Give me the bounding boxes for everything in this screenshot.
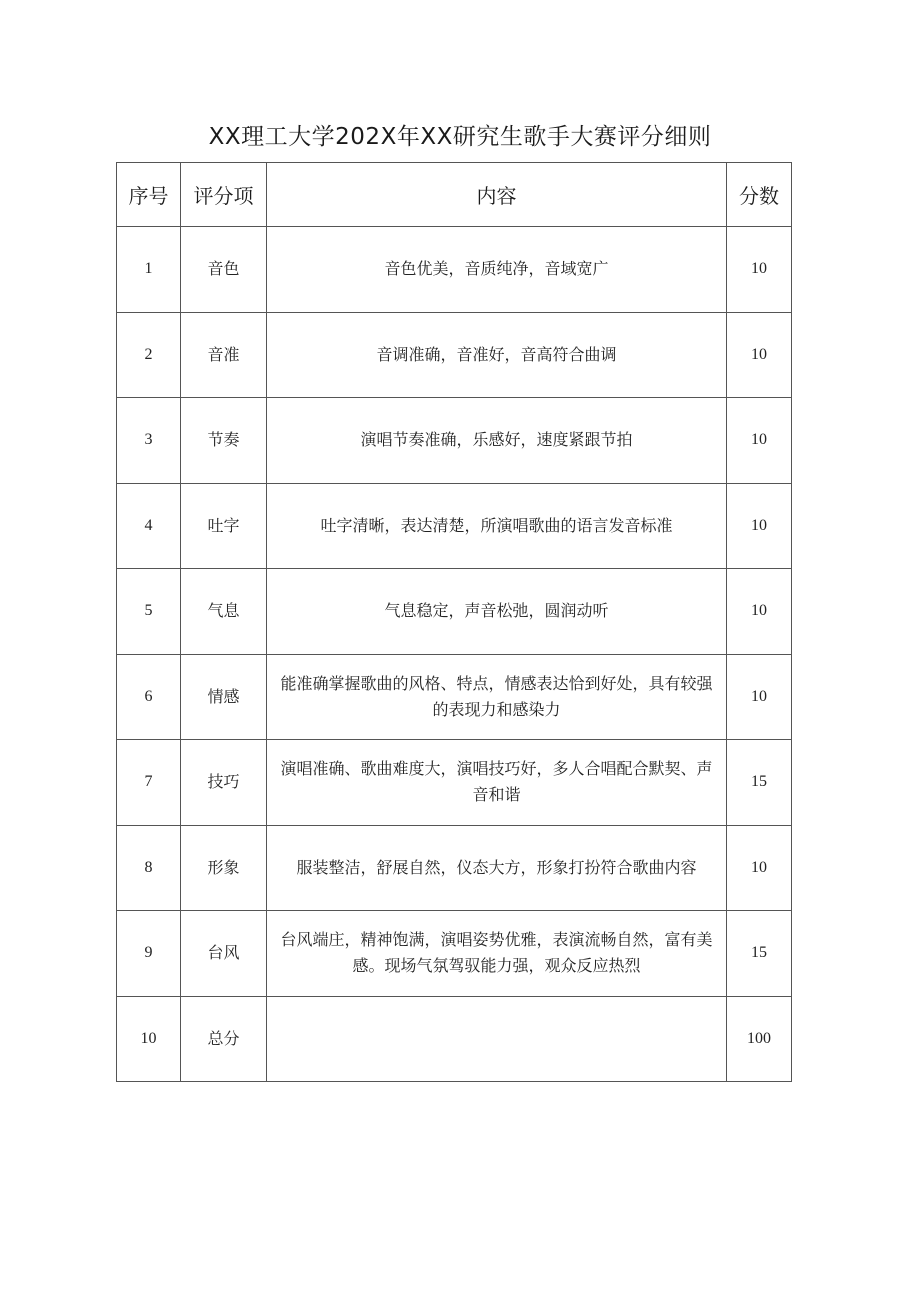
header-number: 序号 [117, 163, 181, 227]
row-criterion: 台风 [181, 911, 267, 997]
table-row [117, 825, 792, 911]
row-content: 演唱节奏准确，乐感好，速度紧跟节拍 [267, 398, 727, 484]
header-criterion: 评分项 [181, 163, 267, 227]
table-header-row [117, 163, 792, 227]
row-score: 15 [727, 740, 792, 826]
row-criterion: 总分 [181, 996, 267, 1082]
row-score: 15 [727, 911, 792, 997]
row-criterion: 吐字 [181, 483, 267, 569]
row-number: 3 [117, 398, 181, 484]
row-number: 10 [117, 996, 181, 1082]
row-score: 10 [727, 825, 792, 911]
table-row [117, 483, 792, 569]
scoring-rubric-table [116, 162, 792, 1082]
document-title: XX理工大学202X年XX研究生歌手大赛评分细则 [208, 124, 712, 150]
row-content: 音色优美，音质纯净，音域宽广 [267, 227, 727, 313]
table-row [117, 398, 792, 484]
row-number: 5 [117, 569, 181, 655]
table-row [117, 740, 792, 826]
row-number: 1 [117, 227, 181, 313]
table-row [117, 654, 792, 740]
row-score: 10 [727, 483, 792, 569]
row-score: 10 [727, 312, 792, 398]
row-criterion: 技巧 [181, 740, 267, 826]
row-number: 4 [117, 483, 181, 569]
row-number: 6 [117, 654, 181, 740]
row-content: 吐字清晰，表达清楚，所演唱歌曲的语言发音标准 [267, 483, 727, 569]
row-content [267, 996, 727, 1082]
row-criterion: 节奏 [181, 398, 267, 484]
row-criterion: 音准 [181, 312, 267, 398]
table-row [117, 569, 792, 655]
row-score: 10 [727, 654, 792, 740]
row-criterion: 形象 [181, 825, 267, 911]
row-criterion: 音色 [181, 227, 267, 313]
row-content: 音调准确，音准好，音高符合曲调 [267, 312, 727, 398]
row-content: 能准确掌握歌曲的风格、特点，情感表达恰到好处，具有较强的表现力和感染力 [267, 654, 727, 740]
row-number: 7 [117, 740, 181, 826]
row-content: 演唱准确、歌曲难度大，演唱技巧好，多人合唱配合默契、声音和谐 [267, 740, 727, 826]
row-content: 气息稳定，声音松弛，圆润动听 [267, 569, 727, 655]
row-score: 10 [727, 398, 792, 484]
row-score: 100 [727, 996, 792, 1082]
header-score: 分数 [727, 163, 792, 227]
table-row [117, 911, 792, 997]
row-criterion: 气息 [181, 569, 267, 655]
row-score: 10 [727, 227, 792, 313]
row-content: 台风端庄，精神饱满，演唱姿势优雅，表演流畅自然，富有美感。现场气氛驾驭能力强，观众反应热烈 [267, 911, 727, 997]
table-row [117, 312, 792, 398]
table-row-total [117, 996, 792, 1082]
row-number: 2 [117, 312, 181, 398]
header-content: 内容 [267, 163, 727, 227]
row-content: 服装整洁，舒展自然，仪态大方，形象打扮符合歌曲内容 [267, 825, 727, 911]
row-number: 8 [117, 825, 181, 911]
table-row [117, 227, 792, 313]
row-number: 9 [117, 911, 181, 997]
row-score: 10 [727, 569, 792, 655]
row-criterion: 情感 [181, 654, 267, 740]
